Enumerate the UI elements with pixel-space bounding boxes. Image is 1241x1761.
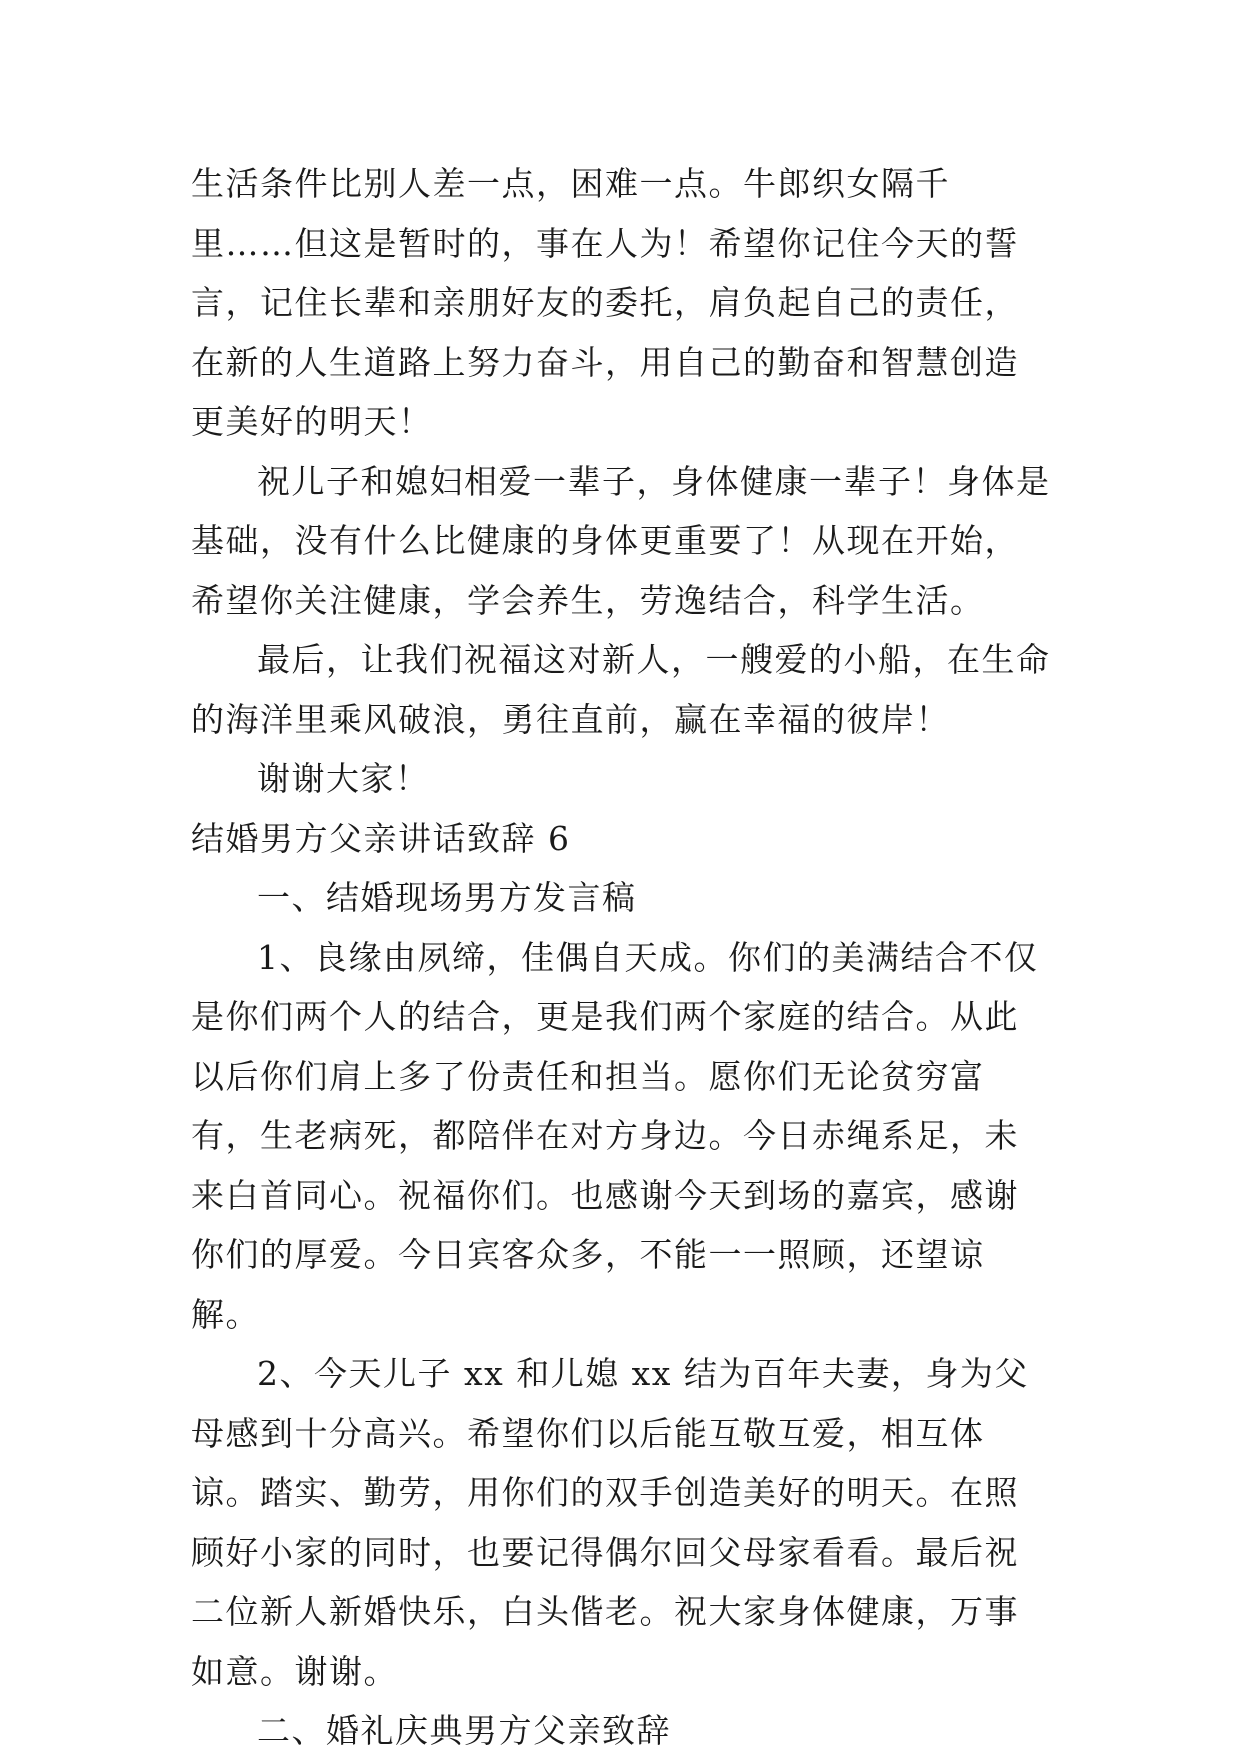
subheading-father-speech: 二、婚礼庆典男方父亲致辞	[257, 1711, 671, 1750]
paragraph-thanks: 谢谢大家！	[257, 759, 430, 798]
paragraph-item-2: 2、今天儿子 xx 和儿媳 xx 结为百年夫妻，身为父母感到十分高兴。希望你们以后能互敬互爱，相互体谅。踏实、勤劳，用你们的双手创造美好的明天。在照顾好小家的同时，也要记得偶尔回父母家看看。最后祝二位新人新婚快乐，白头偕老。祝大家身体健康，万事如意。谢谢。	[191, 1354, 1029, 1691]
paragraph-health-wish: 祝儿子和媳妇相爱一辈子，身体健康一辈子！身体是基础，没有什么比健康的身体更重要了！从现在开始，希望你关注健康，学会养生，劳逸结合，科学生活。	[191, 461, 1051, 620]
paragraph-continuation: 生活条件比别人差一点，困难一点。牛郎织女隔千里……但这是暂时的，事在人为！希望你记住今天的誓言，记住长辈和亲朋好友的委托，肩负起自己的责任，在新的人生道路上努力奋斗，用自己的勤奋和智慧创造更美好的明天！	[191, 164, 1019, 441]
document-body	[191, 154, 1053, 1761]
section-heading: 结婚男方父亲讲话致辞 6	[191, 818, 571, 858]
subheading-groom-speech: 一、结婚现场男方发言稿	[257, 878, 637, 917]
paragraph-item-1: 1、良缘由夙缔，佳偶自天成。你们的美满结合不仅是你们两个人的结合，更是我们两个家庭的结合。从此以后你们肩上多了份责任和担当。愿你们无论贫穷富有，生老病死，都陪伴在对方身边。今日赤绳系足，未来白首同心。祝福你们。也感谢今天到场的嘉宾，感谢你们的厚爱。今日宾客众多，不能一一照顾，还望谅解。	[191, 937, 1039, 1334]
paragraph-final-blessing: 最后，让我们祝福这对新人，一艘爱的小船，在生命的海洋里乘风破浪，勇往直前，赢在幸福的彼岸！	[191, 640, 1051, 739]
